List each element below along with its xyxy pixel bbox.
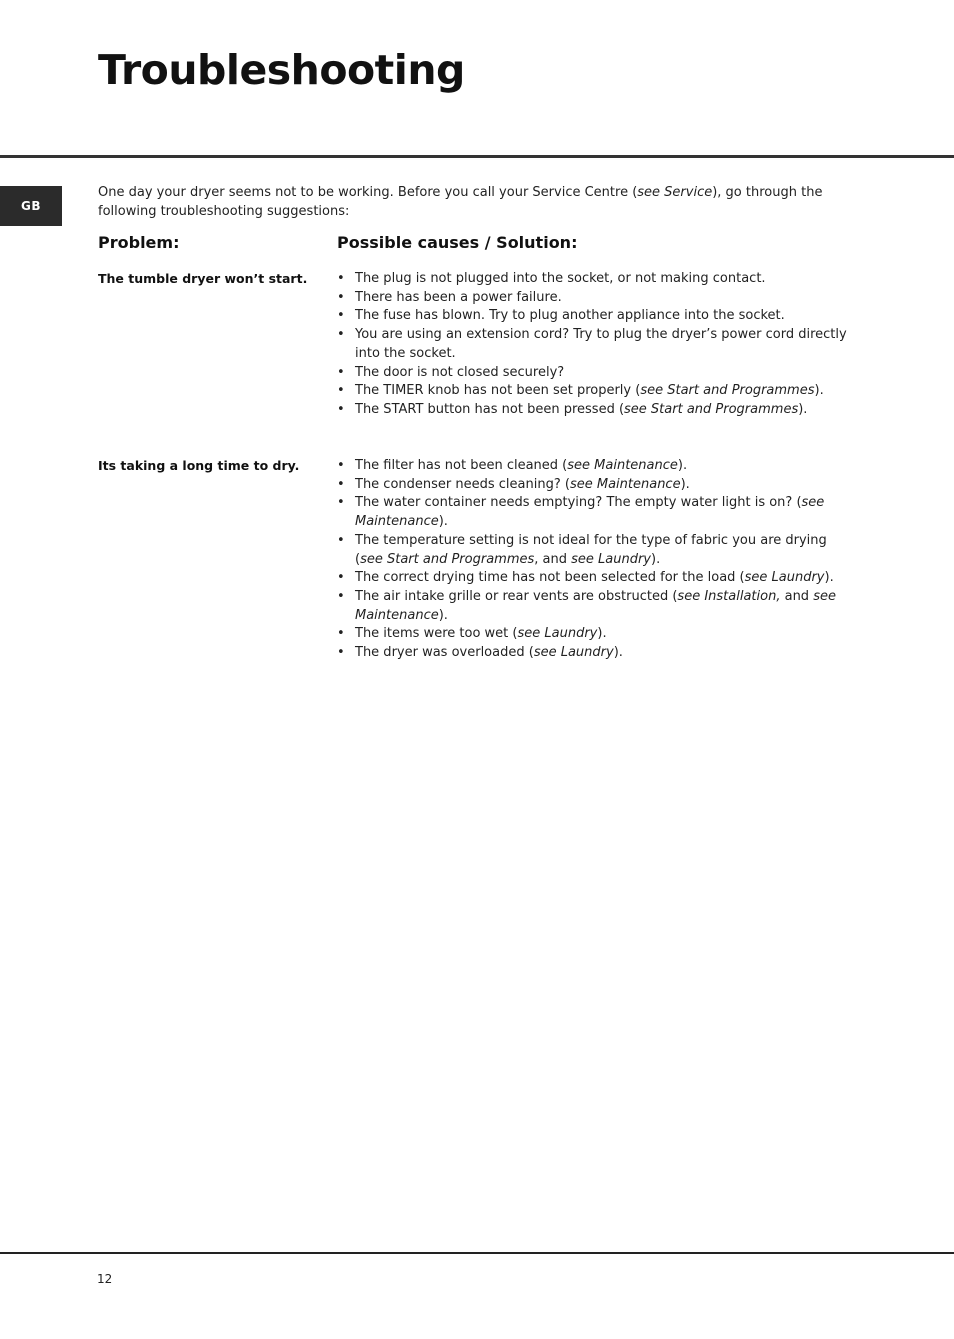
language-tab: GB: [0, 186, 62, 226]
page-number: 12: [97, 1272, 113, 1286]
cause-item: [337, 494, 857, 531]
cause-text: ).: [680, 476, 690, 492]
cause-text: ).: [824, 570, 834, 586]
cause-reference: see Laundry: [517, 626, 598, 642]
cause-item: [337, 569, 857, 588]
cause-text: , and: [534, 551, 572, 567]
cause-reference: see Laundry: [571, 551, 652, 567]
cause-list: [337, 270, 857, 420]
cause-text: ).: [438, 514, 448, 530]
cause-text: and: [780, 588, 814, 604]
cause-text: There has been a power failure.: [355, 289, 562, 305]
problem-column-header: Problem:: [98, 233, 180, 252]
cause-text: ).: [613, 645, 623, 661]
intro-text-end: ), go through the following troubleshooting suggestions:: [98, 185, 823, 219]
cause-text: The door is not closed securely?: [355, 364, 565, 380]
cause-text: The START button has not been pressed (: [355, 401, 625, 417]
cause-text: The TIMER knob has not been set properly (: [355, 383, 641, 399]
cause-item: [337, 326, 857, 363]
cause-text: ).: [597, 626, 607, 642]
cause-reference: see Installation,: [677, 588, 781, 604]
cause-item: [337, 625, 857, 644]
cause-item: [337, 270, 857, 289]
page-title: Troubleshooting: [98, 46, 465, 94]
cause-reference: see Start and Programmes: [640, 383, 815, 399]
cause-reference: see Maintenance: [569, 476, 681, 492]
cause-reference: see Maintenance: [355, 495, 825, 530]
cause-reference: see Start and Programmes: [360, 551, 535, 567]
cause-text: The correct drying time has not been selected for the load (: [355, 570, 745, 586]
cause-text: The temperature setting is not ideal for the type of fabric you are drying (: [355, 532, 827, 567]
cause-item: [337, 401, 857, 420]
cause-list: [337, 457, 857, 663]
cause-reference: see Maintenance: [355, 588, 836, 623]
cause-text: The air intake grille or rear vents are obstructed (: [355, 588, 678, 604]
cause-text: The items were too wet (: [355, 626, 518, 642]
intro-text: One day your dryer seems not to be working. Before you call your Service Centre (: [98, 185, 638, 200]
cause-item: [337, 289, 857, 308]
cause-text: The condenser needs cleaning? (: [355, 476, 570, 492]
cause-item: [337, 532, 857, 569]
problem-title: The tumble dryer won’t start.: [98, 271, 308, 286]
cause-reference: see Laundry: [533, 645, 614, 661]
solution-column-header: Possible causes / Solution:: [337, 233, 578, 252]
cause-reference: see Start and Programmes: [624, 401, 799, 417]
cause-item: [337, 588, 857, 625]
cause-item: [337, 476, 857, 495]
cause-text: ).: [677, 458, 688, 473]
cause-text: The plug is not plugged into the socket, or not making contact.: [355, 271, 766, 286]
cause-item: [337, 644, 857, 663]
cause-text: The dryer was overloaded (: [355, 645, 534, 661]
cause-text: You are using an extension cord? Try to plug the dryer’s power cord directly into the socket.: [355, 327, 847, 361]
cause-text: ).: [814, 383, 824, 399]
cause-text: ).: [438, 607, 448, 623]
cause-text: The water container needs emptying? The empty water light is on? (: [355, 495, 802, 511]
intro-paragraph: [98, 183, 858, 221]
cause-text: The filter has not been cleaned (: [355, 458, 568, 473]
cause-text: ).: [798, 401, 808, 417]
cause-item: [337, 364, 857, 383]
bottom-divider: [0, 1252, 954, 1254]
cause-item: [337, 382, 857, 401]
intro-reference: see Service: [637, 185, 713, 200]
cause-reference: see Laundry: [744, 570, 825, 586]
problem-title: Its taking a long time to dry.: [98, 458, 300, 473]
cause-reference: see Maintenance: [567, 458, 678, 473]
cause-item: [337, 457, 857, 476]
cause-text: The fuse has blown. Try to plug another appliance into the socket.: [355, 308, 785, 324]
cause-text: ).: [651, 551, 661, 567]
cause-item: [337, 307, 857, 326]
top-divider: [0, 155, 954, 158]
